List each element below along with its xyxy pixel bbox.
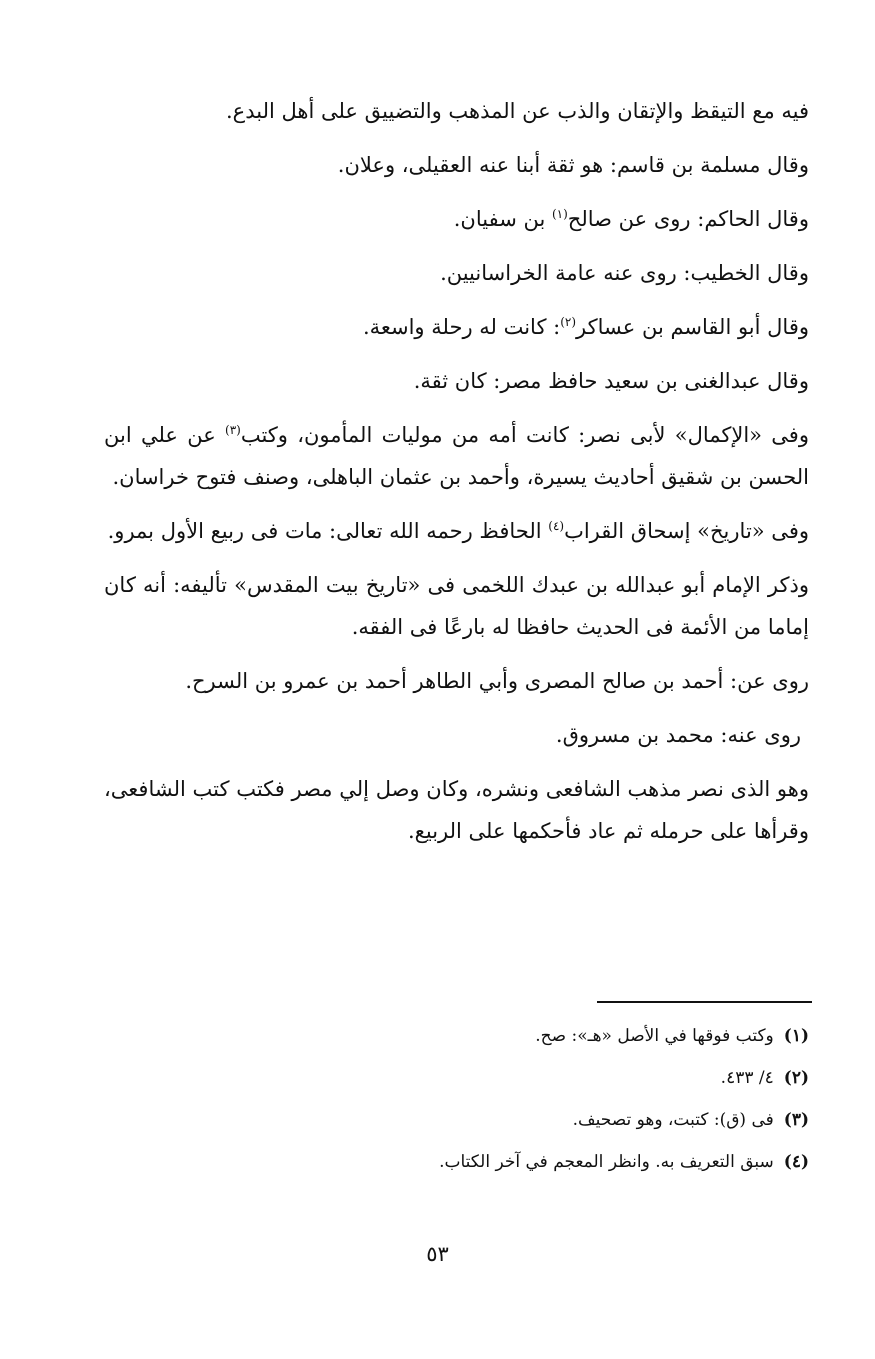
footnote-ref-4: (٤) bbox=[548, 519, 565, 533]
paragraph-2: وقال مسلمة بن قاسم: هو ثقة أبنا عنه العقيلى، وعلان. bbox=[337, 153, 809, 177]
footnote-3-number: (٣) bbox=[783, 1110, 809, 1130]
footnote-4 bbox=[104, 1145, 809, 1179]
footnote-separator bbox=[597, 1001, 812, 1003]
paragraph-11: روى عنه: محمد بن مسروق. bbox=[555, 723, 801, 747]
paragraph-8 bbox=[104, 510, 809, 552]
paragraph-7-after: عن علي ابن الحسن بن شقيق أحاديث يسيرة، وأحمد بن عثمان الباهلى، وصنف فتوح خراسان. bbox=[104, 423, 809, 489]
footnote-3-text: فى (ق): كتبت، وهو تصحيف. bbox=[572, 1110, 774, 1130]
footnote-ref-2: (٢) bbox=[560, 315, 577, 329]
paragraph-8-before: وفى «تاريخ» إسحاق القراب bbox=[564, 519, 809, 543]
footnote-ref-1: (١) bbox=[551, 207, 568, 221]
paragraph-7 bbox=[104, 414, 809, 498]
footnote-2-text: ٤/ ٤٣٣. bbox=[720, 1068, 774, 1088]
footnote-1-number: (١) bbox=[783, 1026, 809, 1046]
footnote-2 bbox=[104, 1061, 809, 1095]
paragraph-3-before: وقال الحاكم: روى عن صالح bbox=[567, 207, 809, 231]
footnote-2-number: (٢) bbox=[783, 1068, 809, 1088]
paragraph-3 bbox=[104, 198, 809, 240]
paragraph-1: فيه مع التيقظ والإتقان والذب عن المذهب والتضييق على أهل البدع. bbox=[226, 99, 809, 123]
paragraph-7-before: وفى «الإكمال» لأبى نصر: كانت أمه من موليات المأمون، وكتب bbox=[240, 423, 809, 447]
footnote-1 bbox=[104, 1019, 809, 1053]
footnote-1-text: وكتب فوقها في الأصل «هـ»: صح. bbox=[535, 1026, 774, 1046]
paragraph-12: وهو الذى نصر مذهب الشافعى ونشره، وكان وصل إلي مصر فكتب كتب الشافعى، وقرأها على حرمله ثم عاد فأحكمها على الربيع. bbox=[104, 777, 809, 843]
main-text bbox=[104, 90, 809, 864]
paragraph-5 bbox=[104, 306, 809, 348]
footnote-3 bbox=[104, 1103, 809, 1137]
paragraph-6: وقال عبدالغنى بن سعيد حافظ مصر: كان ثقة. bbox=[413, 369, 809, 393]
paragraph-3-after: بن سفيان. bbox=[453, 207, 552, 231]
paragraph-5-before: وقال أبو القاسم بن عساكر bbox=[576, 315, 809, 339]
page-number: ٥٣ bbox=[426, 1242, 449, 1266]
paragraph-8-after: الحافظ رحمه الله تعالى: مات فى ربيع الأول بمرو. bbox=[107, 519, 549, 543]
footnotes bbox=[104, 1019, 809, 1187]
paragraph-4: وقال الخطيب: روى عنه عامة الخراسانيين. bbox=[440, 261, 809, 285]
footnote-ref-3: (٣) bbox=[225, 423, 241, 437]
paragraph-9: وذكر الإمام أبو عبدالله بن عبدك اللخمى فى «تاريخ بيت المقدس» تأليفه: أنه كان إماما من الأئمة فى الحديث حافظا له بارعًا فى الفقه. bbox=[104, 573, 809, 639]
paragraph-10: روى عن: أحمد بن صالح المصرى وأبي الطاهر أحمد بن عمرو بن السرح. bbox=[185, 669, 809, 693]
footnote-4-text: سبق التعريف به. وانظر المعجم في آخر الكتاب. bbox=[439, 1152, 774, 1172]
paragraph-5-after: : كانت له رحلة واسعة. bbox=[362, 315, 561, 339]
footnote-4-number: (٤) bbox=[783, 1152, 809, 1172]
